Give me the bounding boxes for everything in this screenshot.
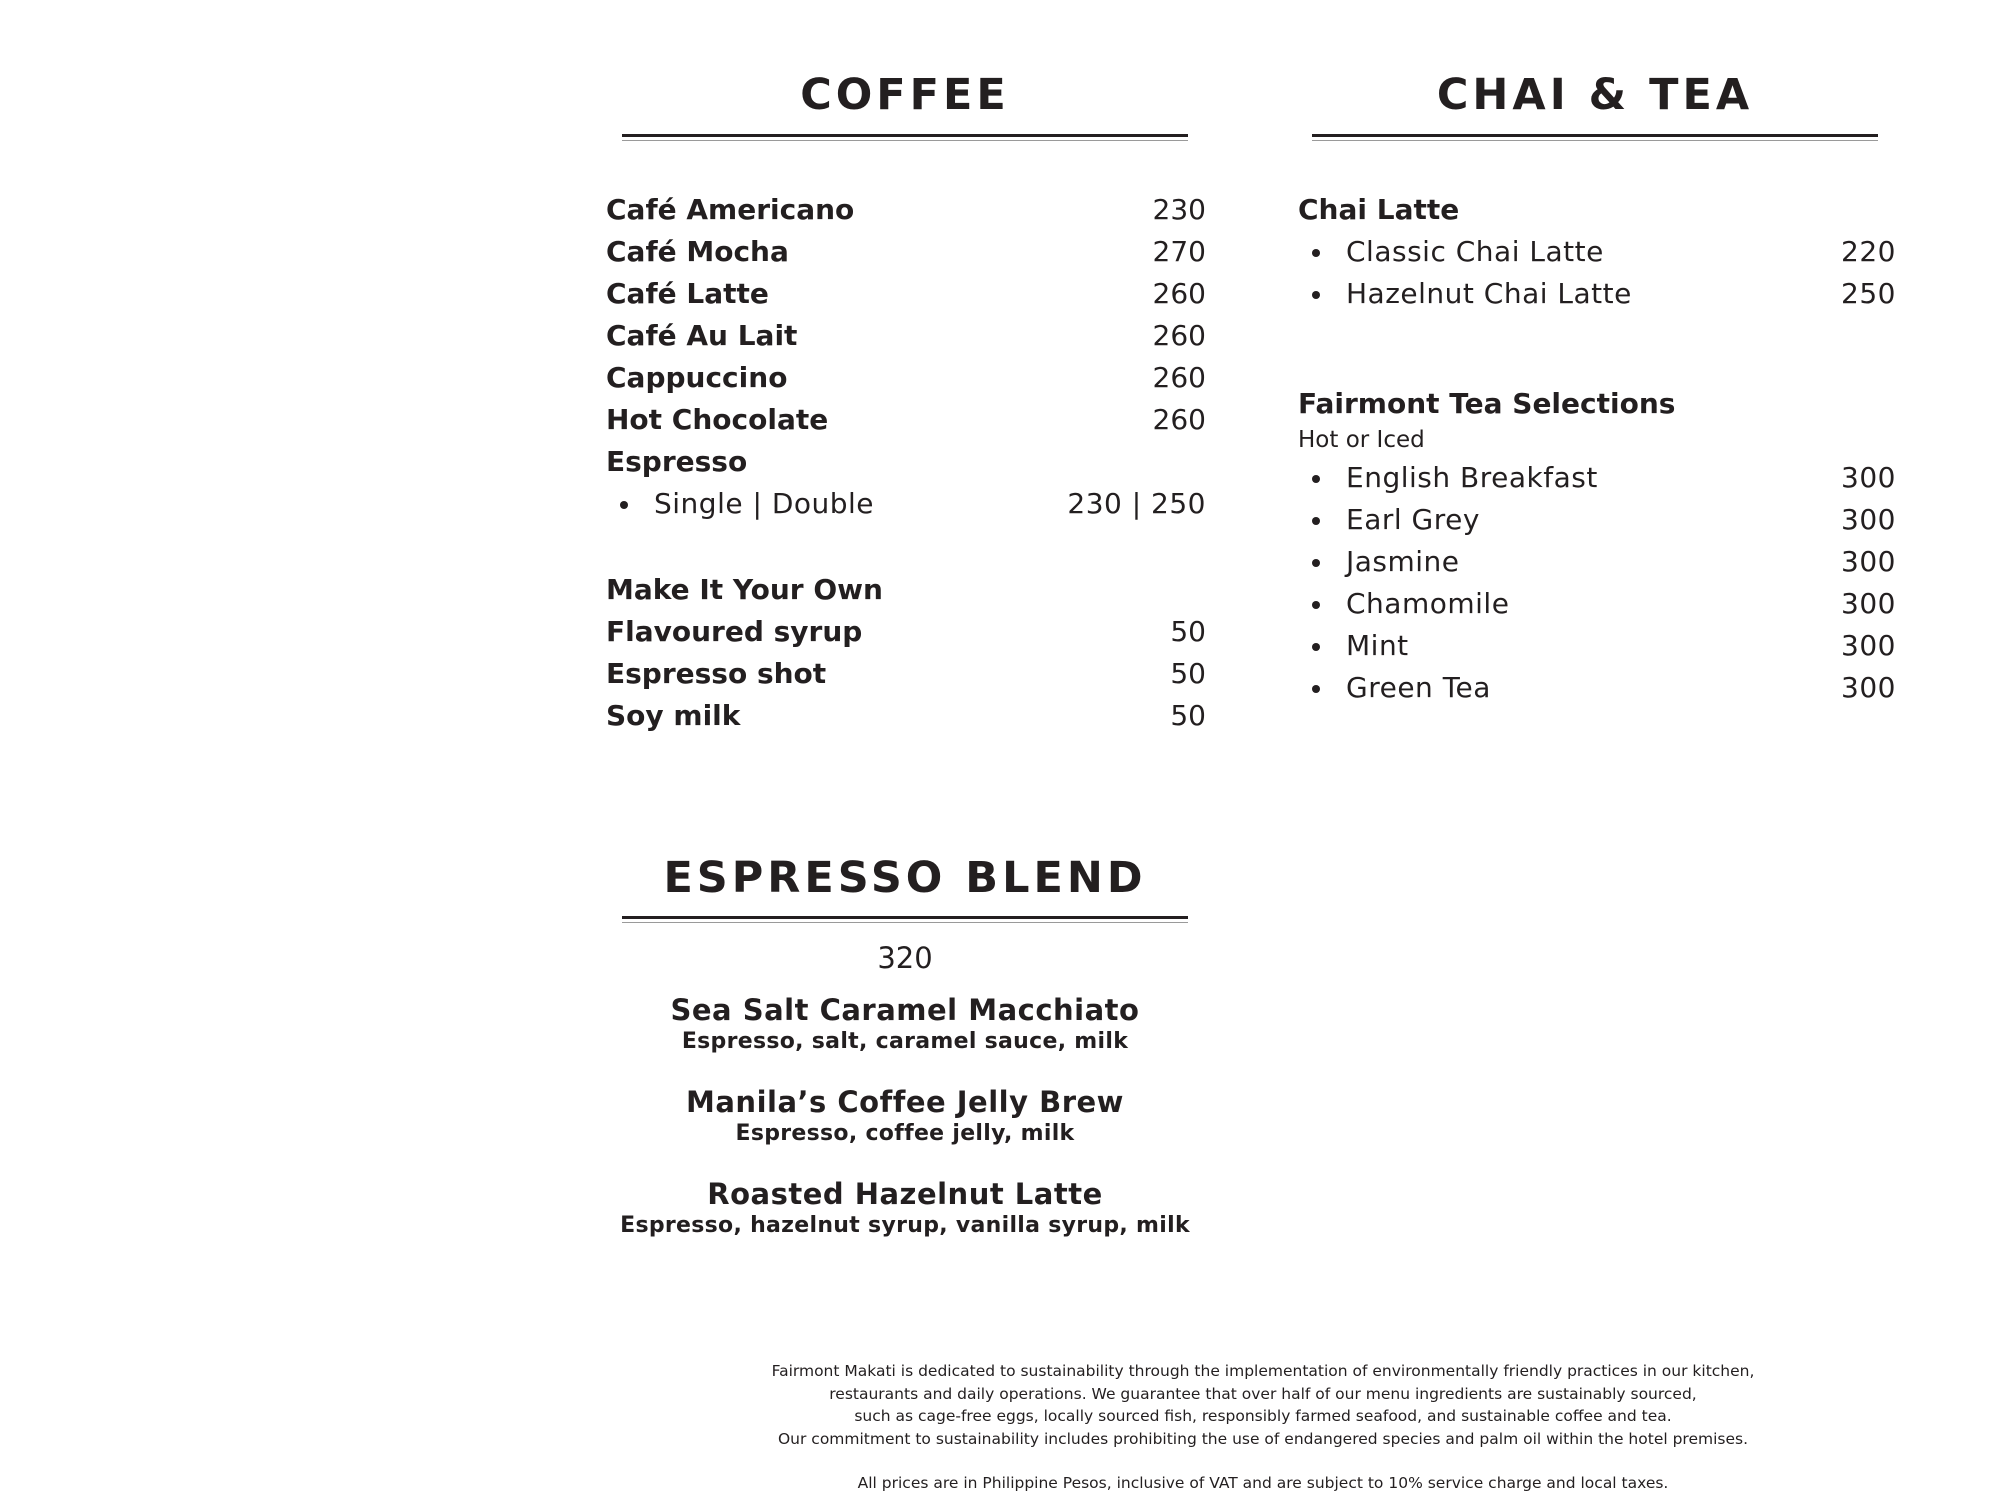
footer-line: Our commitment to sustainability includes prohibiting the use of endangered species and palm oil within the hotel premises. xyxy=(777,1429,1749,1448)
tea-item-name: Mint xyxy=(1346,629,1409,662)
chai-item-name: Hazelnut Chai Latte xyxy=(1346,277,1632,310)
chai-item-name: Classic Chai Latte xyxy=(1346,235,1604,268)
extras-item xyxy=(606,611,1206,653)
tea-item-price: 300 xyxy=(1841,629,1896,662)
tea-item-name: Earl Grey xyxy=(1346,503,1480,536)
espresso-option-name: Single | Double xyxy=(654,487,875,520)
coffee-item-price: 260 xyxy=(1152,277,1206,310)
extras-item-name: Espresso shot xyxy=(606,657,827,690)
tea-heading-text: Fairmont Tea Selections xyxy=(1298,387,1676,420)
coffee-title: COFFEE xyxy=(800,70,1010,120)
coffee-item-name: Café Au Lait xyxy=(606,319,798,352)
tea-item-name: Jasmine xyxy=(1346,545,1460,578)
footer-line: such as cage-free eggs, locally sourced fish, responsibly farmed seafood, and sustainable coffee and tea. xyxy=(854,1407,1672,1425)
footer-line: restaurants and daily operations. We guarantee that over half of our menu ingredients are sustainably sourced, xyxy=(829,1384,1697,1403)
chai-heading-text: Chai Latte xyxy=(1298,193,1460,226)
coffee-item-name: Cappuccino xyxy=(606,361,788,394)
extras-item-name: Soy milk xyxy=(606,699,741,732)
spacer xyxy=(606,525,1206,569)
blend-item-name: Manila’s Coffee Jelly Brew xyxy=(686,1085,1124,1119)
tea-item-price: 300 xyxy=(1841,587,1896,620)
espresso-blend-title: ESPRESSO BLEND xyxy=(663,853,1147,903)
tea-item xyxy=(1298,499,1896,541)
coffee-item-price: 270 xyxy=(1152,235,1206,268)
extras-item-name: Flavoured syrup xyxy=(606,615,863,648)
espresso-blend-list xyxy=(600,940,1210,1268)
coffee-item-price: 260 xyxy=(1152,403,1206,436)
chai-heading xyxy=(1298,189,1896,231)
coffee-item xyxy=(606,273,1206,315)
espresso-blend-title-rule xyxy=(622,916,1188,923)
coffee-item xyxy=(606,189,1206,231)
extras-item-price: 50 xyxy=(1170,657,1206,690)
coffee-item-name: Café Mocha xyxy=(606,235,789,268)
coffee-title-rule xyxy=(622,134,1188,141)
extras-heading-text: Make It Your Own xyxy=(606,573,883,606)
espresso-blend-price: 320 xyxy=(877,941,933,975)
espresso-name: Espresso xyxy=(606,445,748,478)
tea-item xyxy=(1298,667,1896,709)
extras-heading xyxy=(606,569,1206,611)
blend-item xyxy=(600,1176,1210,1240)
extras-item xyxy=(606,695,1206,737)
chai-item-price: 220 xyxy=(1841,235,1896,268)
blend-item-desc: Espresso, hazelnut syrup, vanilla syrup, milk xyxy=(620,1213,1190,1238)
chai-list xyxy=(1298,189,1896,315)
espresso-heading xyxy=(606,441,1206,483)
blend-item-name: Sea Salt Caramel Macchiato xyxy=(670,993,1140,1027)
tea-item xyxy=(1298,457,1896,499)
extras-item-price: 50 xyxy=(1170,699,1206,732)
extras-item-price: 50 xyxy=(1170,615,1206,648)
tea-list xyxy=(1298,383,1896,709)
blend-item-desc: Espresso, salt, caramel sauce, milk xyxy=(681,1029,1129,1054)
coffee-item xyxy=(606,357,1206,399)
coffee-item-name: Café Americano xyxy=(606,193,855,226)
blend-item-name: Roasted Hazelnut Latte xyxy=(707,1177,1103,1211)
coffee-list xyxy=(606,189,1206,737)
extras-item xyxy=(606,653,1206,695)
blend-item xyxy=(600,992,1210,1056)
espresso-option xyxy=(606,483,1206,525)
espresso-option-price: 230 | 250 xyxy=(1067,487,1206,520)
blend-item xyxy=(600,1084,1210,1148)
coffee-item-price: 260 xyxy=(1152,361,1206,394)
tea-item xyxy=(1298,541,1896,583)
coffee-item-price: 260 xyxy=(1152,319,1206,352)
tea-heading xyxy=(1298,383,1896,425)
tea-item-price: 300 xyxy=(1841,461,1896,494)
chai-tea-title-rule xyxy=(1312,134,1878,141)
coffee-item xyxy=(606,315,1206,357)
chai-item xyxy=(1298,273,1896,315)
coffee-item-name: Café Latte xyxy=(606,277,769,310)
tea-item xyxy=(1298,583,1896,625)
coffee-item-name: Hot Chocolate xyxy=(606,403,829,436)
tea-item-price: 300 xyxy=(1841,545,1896,578)
tea-item-name: Chamomile xyxy=(1346,587,1510,620)
tea-item xyxy=(1298,625,1896,667)
tea-item-name: Green Tea xyxy=(1346,671,1491,704)
blend-item-desc: Espresso, coffee jelly, milk xyxy=(735,1121,1075,1146)
tea-note: Hot or Iced xyxy=(1298,427,1425,453)
chai-item-price: 250 xyxy=(1841,277,1896,310)
tea-item-price: 300 xyxy=(1841,671,1896,704)
tea-item-name: English Breakfast xyxy=(1346,461,1598,494)
tea-item-price: 300 xyxy=(1841,503,1896,536)
chai-tea-title: CHAI & TEA xyxy=(1436,70,1754,120)
chai-item xyxy=(1298,231,1896,273)
coffee-item xyxy=(606,231,1206,273)
pricing-note: All prices are in Philippine Pesos, inclusive of VAT and are subject to 10% service charge and local taxes. xyxy=(857,1474,1669,1492)
coffee-item-price: 230 xyxy=(1152,193,1206,226)
coffee-item xyxy=(606,399,1206,441)
footer-line: Fairmont Makati is dedicated to sustainability through the implementation of environmentally friendly practices in our kitchen, xyxy=(771,1362,1755,1380)
sustainability-footer xyxy=(620,1360,1906,1495)
